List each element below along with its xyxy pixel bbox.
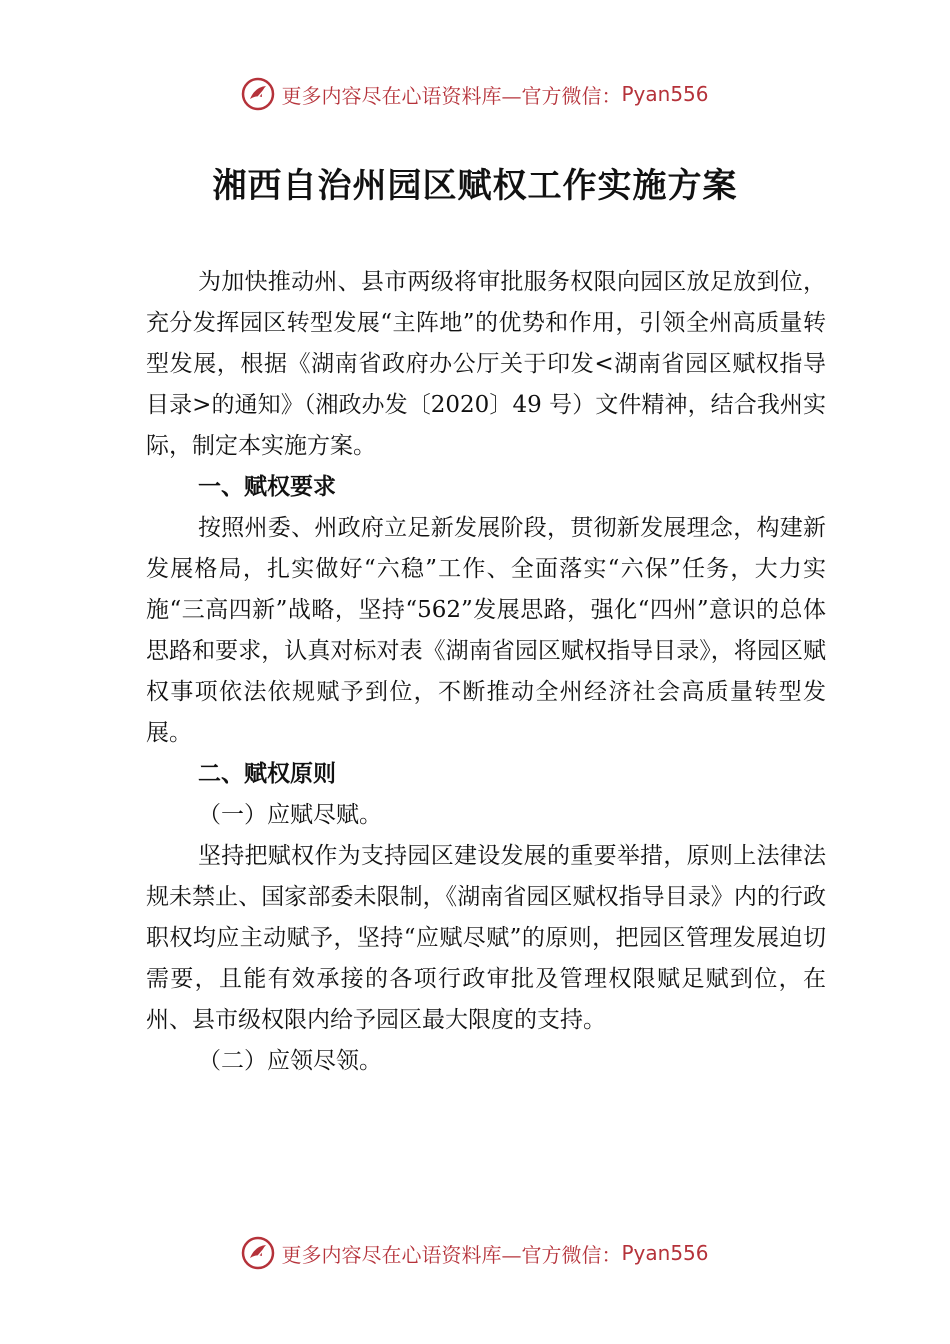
watermark-text: 更多内容尽在心语资料库—官方微信：: [281, 83, 622, 108]
section-heading-requirements: 一、赋权要求: [198, 474, 336, 500]
requirements-paragraph: 按照州委、州政府立足新发展阶段，贯彻新发展理念，构建新发展格局，扎实做好“六稳”工作、全面落实“六保”任务，大力实施“三高四新”战略，坚持“562”发展思路，强化“四州”意识的总体思路和要求，认真对标对表《湖南省园区赋权指导目录》，将园区赋权事项依法依规赋予到位，不断推动全州经济社会高质量转型发展。: [146, 515, 826, 746]
subsection-heading-2: （二）应领尽领。: [198, 1048, 382, 1074]
watermark-footer: [0, 1233, 950, 1273]
brand-logo-icon: [241, 77, 275, 111]
principle-1-paragraph: 坚持把赋权作为支持园区建设发展的重要举措，原则上法律法规未禁止、国家部委未限制，《湖南省园区赋权指导目录》内的行政职权均应主动赋予，坚持“应赋尽赋”的原则，把园区管理发展迫切需要，且能有效承接的各项行政审批及管理权限赋足赋到位，在州、县市级权限内给予园区最大限度的支持。: [146, 843, 826, 1033]
brand-logo-icon: [241, 1236, 275, 1270]
document-title: 湘西自治州园区赋权工作实施方案: [212, 166, 738, 206]
section-heading-principles: 二、赋权原则: [198, 761, 336, 787]
watermark-wechat-id: Pyan556: [621, 1241, 709, 1265]
intro-paragraph: 为加快推动州、县市两级将审批服务权限向园区放足放到位，充分发挥园区转型发展“主阵地”的优势和作用，引领全州高质量转型发展，根据《湖南省政府办公厅关于印发<湖南省园区赋权指导目录>的通知》（湘政办发〔2020〕49 号）文件精神，结合我州实际，制定本实施方案。: [146, 269, 826, 459]
watermark-text: 更多内容尽在心语资料库—官方微信：: [281, 1242, 622, 1267]
subsection-heading-1: （一）应赋尽赋。: [198, 802, 382, 828]
watermark-wechat-id: Pyan556: [621, 82, 709, 106]
document-body: [146, 262, 826, 1082]
watermark-header: [0, 74, 950, 114]
